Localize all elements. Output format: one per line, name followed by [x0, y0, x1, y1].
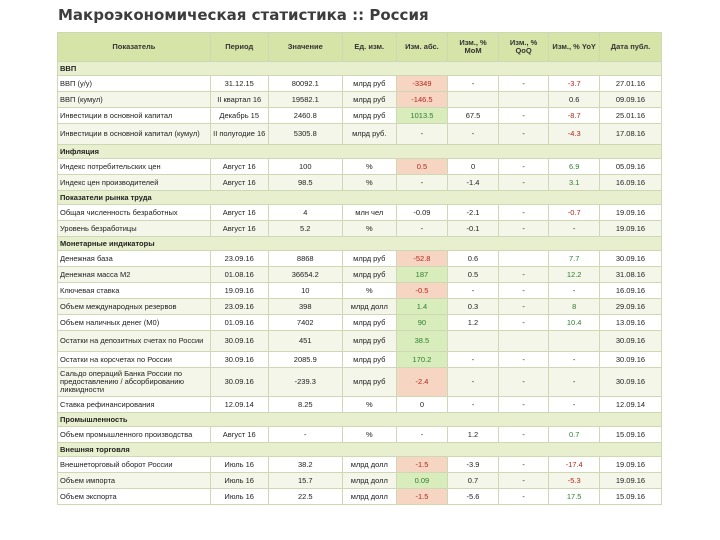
- abs-change-cell: -: [396, 221, 448, 237]
- abs-change-cell: 0.09: [396, 473, 448, 489]
- qoq-cell: -: [498, 427, 549, 443]
- period-cell: 23.09.16: [210, 299, 268, 315]
- unit-cell: %: [342, 283, 396, 299]
- qoq-cell: -: [498, 489, 549, 505]
- table-row[interactable]: [58, 124, 662, 145]
- table-body: [58, 62, 662, 505]
- indicator-name-cell[interactable]: ВВП (кумул): [58, 92, 211, 108]
- value-cell: 10: [268, 283, 342, 299]
- unit-cell: млрд руб.: [342, 124, 396, 145]
- table-row[interactable]: [58, 76, 662, 92]
- indicator-name-cell[interactable]: Денежная база: [58, 251, 211, 267]
- indicator-name-cell[interactable]: Остатки на депозитных счетах по России: [58, 331, 211, 352]
- table-header-row: [58, 33, 662, 62]
- section-header-row: [58, 443, 662, 457]
- table-row[interactable]: [58, 267, 662, 283]
- qoq-cell: -: [498, 283, 549, 299]
- mom-cell: 0: [448, 159, 499, 175]
- abs-change-cell: -: [396, 124, 448, 145]
- section-header-row: [58, 237, 662, 251]
- indicator-name-cell[interactable]: Инвестиции в основной капитал (кумул): [58, 124, 211, 145]
- value-cell: 7402: [268, 315, 342, 331]
- yoy-cell: 0.6: [549, 92, 600, 108]
- yoy-cell: -: [549, 283, 600, 299]
- yoy-cell: -: [549, 368, 600, 397]
- value-cell: 8868: [268, 251, 342, 267]
- value-cell: -239.3: [268, 368, 342, 397]
- unit-cell: млрд руб: [342, 352, 396, 368]
- abs-change-cell: 170.2: [396, 352, 448, 368]
- table-row[interactable]: [58, 92, 662, 108]
- macro-stats-table: [57, 32, 662, 505]
- unit-cell: млрд руб: [342, 92, 396, 108]
- pub-date-cell: 17.08.16: [599, 124, 661, 145]
- value-cell: 2460.8: [268, 108, 342, 124]
- indicator-name-cell[interactable]: Ключевая ставка: [58, 283, 211, 299]
- table-row[interactable]: [58, 159, 662, 175]
- section-title: ВВП: [58, 62, 662, 76]
- pub-date-cell: 19.09.16: [599, 473, 661, 489]
- qoq-cell: -: [498, 299, 549, 315]
- yoy-cell: 8: [549, 299, 600, 315]
- abs-change-cell: -1.5: [396, 457, 448, 473]
- value-cell: 8.25: [268, 397, 342, 413]
- unit-cell: %: [342, 397, 396, 413]
- abs-change-cell: -0.09: [396, 205, 448, 221]
- abs-change-cell: -3349: [396, 76, 448, 92]
- period-cell: 30.09.16: [210, 331, 268, 352]
- yoy-cell: -0.7: [549, 205, 600, 221]
- col-header-qoq[interactable]: Изм., % QoQ: [498, 33, 549, 62]
- value-cell: 36654.2: [268, 267, 342, 283]
- yoy-cell: -5.3: [549, 473, 600, 489]
- mom-cell: 0.3: [448, 299, 499, 315]
- yoy-cell: -4.3: [549, 124, 600, 145]
- pub-date-cell: 13.09.16: [599, 315, 661, 331]
- indicator-name-cell[interactable]: Объем промышленного производства: [58, 427, 211, 443]
- col-header-abs-change[interactable]: Изм. абс.: [396, 33, 448, 62]
- value-cell: 98.5: [268, 175, 342, 191]
- table-row[interactable]: [58, 397, 662, 413]
- period-cell: Июль 16: [210, 457, 268, 473]
- pub-date-cell: 25.01.16: [599, 108, 661, 124]
- col-header-indicator[interactable]: Показатель: [58, 33, 211, 62]
- value-cell: 38.2: [268, 457, 342, 473]
- qoq-cell: [498, 331, 549, 352]
- abs-change-cell: 1013.5: [396, 108, 448, 124]
- pub-date-cell: 29.09.16: [599, 299, 661, 315]
- indicator-name-cell[interactable]: Инвестиции в основной капитал: [58, 108, 211, 124]
- indicator-name-cell[interactable]: Объем импорта: [58, 473, 211, 489]
- unit-cell: млрд руб: [342, 108, 396, 124]
- qoq-cell: [498, 92, 549, 108]
- unit-cell: млн чел: [342, 205, 396, 221]
- mom-cell: -: [448, 76, 499, 92]
- indicator-name-cell[interactable]: Уровень безработицы: [58, 221, 211, 237]
- abs-change-cell: -: [396, 175, 448, 191]
- yoy-cell: [549, 331, 600, 352]
- yoy-cell: 3.1: [549, 175, 600, 191]
- yoy-cell: 6.9: [549, 159, 600, 175]
- table-row[interactable]: [58, 205, 662, 221]
- unit-cell: млрд руб: [342, 331, 396, 352]
- abs-change-cell: 0: [396, 397, 448, 413]
- table-row[interactable]: [58, 331, 662, 352]
- qoq-cell: -: [498, 124, 549, 145]
- abs-change-cell: -1.5: [396, 489, 448, 505]
- mom-cell: -: [448, 368, 499, 397]
- pub-date-cell: 30.09.16: [599, 331, 661, 352]
- abs-change-cell: -52.8: [396, 251, 448, 267]
- value-cell: -: [268, 427, 342, 443]
- pub-date-cell: 16.09.16: [599, 175, 661, 191]
- col-header-pub-date[interactable]: Дата публ.: [599, 33, 661, 62]
- table-row[interactable]: [58, 489, 662, 505]
- pub-date-cell: 15.09.16: [599, 489, 661, 505]
- table-row[interactable]: [58, 368, 662, 397]
- yoy-cell: 0.7: [549, 427, 600, 443]
- period-cell: 30.09.16: [210, 352, 268, 368]
- section-header-row: [58, 145, 662, 159]
- unit-cell: млрд руб: [342, 267, 396, 283]
- period-cell: Август 16: [210, 159, 268, 175]
- mom-cell: -: [448, 352, 499, 368]
- indicator-name-cell[interactable]: Внешнеторговый оборот России: [58, 457, 211, 473]
- table-row[interactable]: [58, 315, 662, 331]
- indicator-name-cell[interactable]: Общая численность безработных: [58, 205, 211, 221]
- table-row[interactable]: [58, 175, 662, 191]
- mom-cell: 1.2: [448, 427, 499, 443]
- mom-cell: [448, 331, 499, 352]
- period-cell: 01.09.16: [210, 315, 268, 331]
- table-row[interactable]: [58, 251, 662, 267]
- period-cell: Июль 16: [210, 473, 268, 489]
- col-header-mom[interactable]: Изм., % MoM: [448, 33, 499, 62]
- value-cell: 80092.1: [268, 76, 342, 92]
- indicator-name-cell[interactable]: Остатки на корсчетах по России: [58, 352, 211, 368]
- mom-cell: 67.5: [448, 108, 499, 124]
- period-cell: 01.08.16: [210, 267, 268, 283]
- table-row[interactable]: [58, 427, 662, 443]
- pub-date-cell: 09.09.16: [599, 92, 661, 108]
- value-cell: 22.5: [268, 489, 342, 505]
- value-cell: 15.7: [268, 473, 342, 489]
- qoq-cell: -: [498, 473, 549, 489]
- value-cell: 100: [268, 159, 342, 175]
- indicator-name-cell[interactable]: Денежная масса М2: [58, 267, 211, 283]
- indicator-name-cell[interactable]: Индекс цен производителей: [58, 175, 211, 191]
- col-header-value[interactable]: Значение: [268, 33, 342, 62]
- abs-change-cell: -0.5: [396, 283, 448, 299]
- mom-cell: 0.7: [448, 473, 499, 489]
- mom-cell: -: [448, 124, 499, 145]
- section-header-row: [58, 191, 662, 205]
- yoy-cell: -: [549, 397, 600, 413]
- period-cell: 30.09.16: [210, 368, 268, 397]
- table-row[interactable]: [58, 352, 662, 368]
- qoq-cell: -: [498, 108, 549, 124]
- mom-cell: -0.1: [448, 221, 499, 237]
- indicator-name-cell[interactable]: Сальдо операций Банка России по предоставлению / абсорбированию ликвидности: [58, 368, 211, 397]
- col-header-yoy[interactable]: Изм., % YoY: [549, 33, 600, 62]
- abs-change-cell: -146.5: [396, 92, 448, 108]
- col-header-period[interactable]: Период: [210, 33, 268, 62]
- mom-cell: -2.1: [448, 205, 499, 221]
- unit-cell: млрд руб: [342, 76, 396, 92]
- abs-change-cell: -: [396, 427, 448, 443]
- mom-cell: -5.6: [448, 489, 499, 505]
- period-cell: Август 16: [210, 175, 268, 191]
- section-title: Промышленность: [58, 413, 662, 427]
- unit-cell: млрд руб: [342, 251, 396, 267]
- value-cell: 5.2: [268, 221, 342, 237]
- yoy-cell: 12.2: [549, 267, 600, 283]
- qoq-cell: -: [498, 159, 549, 175]
- yoy-cell: -8.7: [549, 108, 600, 124]
- abs-change-cell: 0.5: [396, 159, 448, 175]
- col-header-unit[interactable]: Ед. изм.: [342, 33, 396, 62]
- page-title: Макроэкономическая статистика :: Россия: [58, 6, 429, 24]
- mom-cell: -1.4: [448, 175, 499, 191]
- section-title: Показатели рынка труда: [58, 191, 662, 205]
- pub-date-cell: 12.09.14: [599, 397, 661, 413]
- indicator-name-cell[interactable]: ВВП (у/у): [58, 76, 211, 92]
- table-row[interactable]: [58, 473, 662, 489]
- unit-cell: млрд долл: [342, 457, 396, 473]
- pub-date-cell: 27.01.16: [599, 76, 661, 92]
- pub-date-cell: 31.08.16: [599, 267, 661, 283]
- unit-cell: млрд долл: [342, 299, 396, 315]
- indicator-name-cell[interactable]: Объем экспорта: [58, 489, 211, 505]
- abs-change-cell: -2.4: [396, 368, 448, 397]
- abs-change-cell: 1.4: [396, 299, 448, 315]
- abs-change-cell: 90: [396, 315, 448, 331]
- qoq-cell: -: [498, 315, 549, 331]
- value-cell: 2085.9: [268, 352, 342, 368]
- period-cell: Декабрь 15: [210, 108, 268, 124]
- indicator-name-cell[interactable]: Ставка рефинансирования: [58, 397, 211, 413]
- section-title: Внешняя торговля: [58, 443, 662, 457]
- yoy-cell: -17.4: [549, 457, 600, 473]
- value-cell: 5305.8: [268, 124, 342, 145]
- value-cell: 398: [268, 299, 342, 315]
- pub-date-cell: 30.09.16: [599, 352, 661, 368]
- yoy-cell: -: [549, 352, 600, 368]
- period-cell: 19.09.16: [210, 283, 268, 299]
- unit-cell: %: [342, 175, 396, 191]
- unit-cell: %: [342, 159, 396, 175]
- indicator-name-cell[interactable]: Индекс потребительских цен: [58, 159, 211, 175]
- qoq-cell: -: [498, 205, 549, 221]
- pub-date-cell: 16.09.16: [599, 283, 661, 299]
- unit-cell: %: [342, 427, 396, 443]
- qoq-cell: -: [498, 76, 549, 92]
- period-cell: II полугодие 16: [210, 124, 268, 145]
- section-header-row: [58, 62, 662, 76]
- qoq-cell: -: [498, 352, 549, 368]
- unit-cell: млрд долл: [342, 473, 396, 489]
- pub-date-cell: 30.09.16: [599, 251, 661, 267]
- value-cell: 451: [268, 331, 342, 352]
- pub-date-cell: 19.09.16: [599, 205, 661, 221]
- qoq-cell: [498, 251, 549, 267]
- value-cell: 19582.1: [268, 92, 342, 108]
- table-row[interactable]: [58, 221, 662, 237]
- period-cell: II квартал 16: [210, 92, 268, 108]
- abs-change-cell: 38.5: [396, 331, 448, 352]
- yoy-cell: 7.7: [549, 251, 600, 267]
- period-cell: Август 16: [210, 427, 268, 443]
- pub-date-cell: 05.09.16: [599, 159, 661, 175]
- unit-cell: %: [342, 221, 396, 237]
- qoq-cell: -: [498, 267, 549, 283]
- yoy-cell: 10.4: [549, 315, 600, 331]
- table-row[interactable]: [58, 457, 662, 473]
- period-cell: 12.09.14: [210, 397, 268, 413]
- yoy-cell: -: [549, 221, 600, 237]
- qoq-cell: -: [498, 368, 549, 397]
- period-cell: Август 16: [210, 205, 268, 221]
- qoq-cell: -: [498, 221, 549, 237]
- mom-cell: -3.9: [448, 457, 499, 473]
- mom-cell: [448, 92, 499, 108]
- table-row[interactable]: [58, 108, 662, 124]
- mom-cell: -: [448, 283, 499, 299]
- pub-date-cell: 19.09.16: [599, 221, 661, 237]
- table-row[interactable]: [58, 299, 662, 315]
- period-cell: Август 16: [210, 221, 268, 237]
- section-title: Инфляция: [58, 145, 662, 159]
- unit-cell: млрд долл: [342, 489, 396, 505]
- section-header-row: [58, 413, 662, 427]
- table-row[interactable]: [58, 283, 662, 299]
- yoy-cell: 17.5: [549, 489, 600, 505]
- unit-cell: млрд руб: [342, 368, 396, 397]
- mom-cell: 1.2: [448, 315, 499, 331]
- mom-cell: -: [448, 397, 499, 413]
- unit-cell: млрд руб: [342, 315, 396, 331]
- period-cell: 23.09.16: [210, 251, 268, 267]
- section-title: Монетарные индикаторы: [58, 237, 662, 251]
- indicator-name-cell[interactable]: Объем международных резервов: [58, 299, 211, 315]
- pub-date-cell: 19.09.16: [599, 457, 661, 473]
- qoq-cell: -: [498, 457, 549, 473]
- pub-date-cell: 15.09.16: [599, 427, 661, 443]
- period-cell: 31.12.15: [210, 76, 268, 92]
- period-cell: Июль 16: [210, 489, 268, 505]
- indicator-name-cell[interactable]: Объем наличных денег (М0): [58, 315, 211, 331]
- mom-cell: 0.6: [448, 251, 499, 267]
- qoq-cell: -: [498, 175, 549, 191]
- abs-change-cell: 187: [396, 267, 448, 283]
- value-cell: 4: [268, 205, 342, 221]
- mom-cell: 0.5: [448, 267, 499, 283]
- pub-date-cell: 30.09.16: [599, 368, 661, 397]
- yoy-cell: -3.7: [549, 76, 600, 92]
- qoq-cell: -: [498, 397, 549, 413]
